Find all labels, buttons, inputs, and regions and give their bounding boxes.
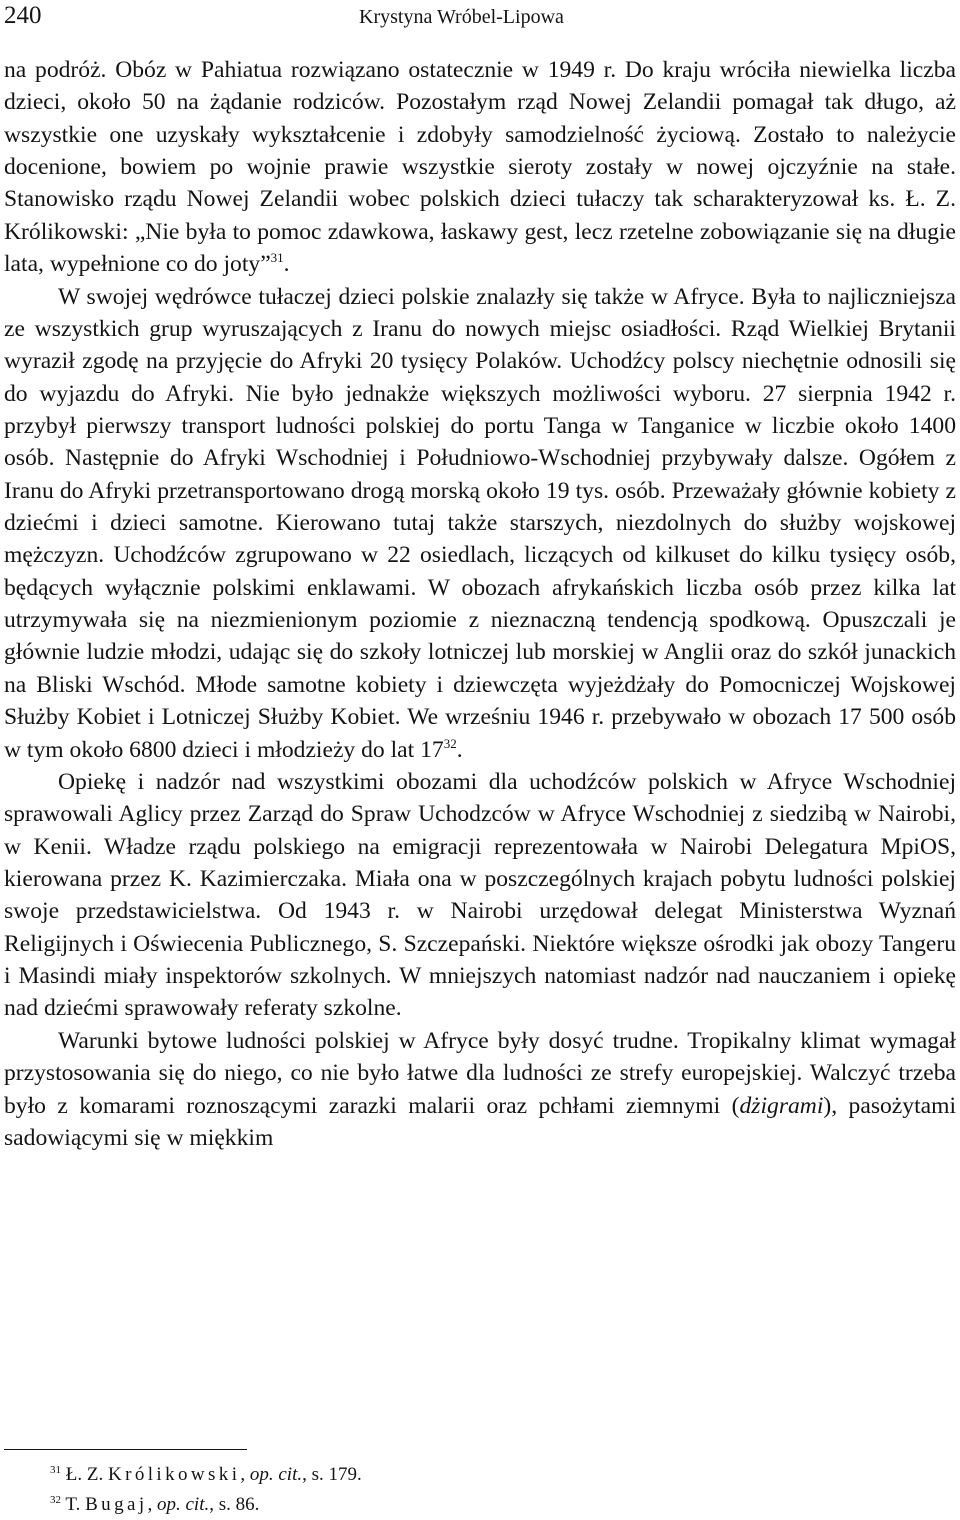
paragraph [4,54,956,281]
text-segment: Opiekę i nadzór nad wszystkimi obozami dla uchodźców polskich w Afryce Wschodniej sprawowali Aglicy przez Zarząd do Spraw Uchodzców w Afryce Wschodniej z siedzibą w Nairobi, w Kenii. Władze rządu polskiego na emigracji reprezentowała w Nairobi Delegatura MpiOS, kierowana przez K. Kazimierczaka. Miała ona w poszczególnych krajach pobytu ludności polskiej swoje przedstawicielstwa. Od 1943 r. w Nairobi urzędował delegat Ministerstwa Wyznań Religijnych i Oświecenia Publicznego, S. Szczepański. Niektóre większe ośrodki jak obozy Tangeru i Masindi miały inspektorów szkolnych. W mniejszych natomiast nadzór nad nauczaniem i opiekę nad dziećmi sprawowały referaty szkolne. [4,768,956,1022]
footnote-ref: 32 [50,1494,61,1506]
text-segment: ), pasożytami sadowiącymi się w miękkim [4,1092,957,1151]
page-header [4,0,954,40]
italic-text: op. cit. [157,1494,210,1515]
text-segment: W swojej wędrówce tułaczej dzieci polskie znalazły się także w Afryce. Była to najliczniejsza ze wszystkich grup wyruszających z Iranu do nowych miejsc osiadłości. Rząd Wielkiej Brytanii wyraził zgodę na przyjęcie do Afryki 20 tysięcy Polaków. Uchodźcy polscy niechętnie odnosili się do wyjazdu do Afryki. Nie było jednakże większych możliwości wyboru. 27 sierpnia 1942 r. przybył pierwszy transport ludności polskiej do portu Tanga w Tanganice w liczbie około 1400 osób. Następnie do Afryki Wschodniej i Południowo-Wschodniej przybywały dalsze. Ogółem z Iranu do Afryki przetransportowano drogą morską około 19 tys. osób. Przeważały głównie kobiety z dziećmi i dzieci samotne. Kierowano tutaj także starszych, niezdolnych do służby wojskowej mężczyzn. Uchodźców zgrupowano w 22 osiedlach, liczących od kilkuset do kilku tysięcy osób, będących wyłącznie polskimi enklawami. W obozach afrykańskich liczba osób przez kilka lat utrzymywała się na niezmienionym poziomie z nieznaczną tendencją spodkową. Opuszczali je głównie ludzie młodzi, udając się do szkoły lotniczej lub morskiej w Anglii oraz do szkół junackich na Bliski Wschód. Młode samotne kobiety i dziewczęta wyjeżdżały do Pomocniczej Wojskowej Służby Kobiet i Lotniczej Służby Kobiet. We wrześniu 1946 r. przebywało w obozach 17 500 osób w tym około 6800 dzieci i młodzieży do lat 17 [4,283,956,763]
page-number: 240 [4,2,42,29]
paragraph [4,766,956,1025]
italic-text: op. cit. [249,1464,303,1485]
text-segment: , [147,1494,157,1515]
footnote [50,1490,930,1520]
text-segment: , s. 179. [302,1464,362,1485]
body-text [4,54,956,1154]
text-segment: , s. 86. [209,1494,260,1515]
text-segment: T. [61,1494,86,1515]
footnote-ref: 31 [50,1464,61,1476]
footnotes [50,1460,930,1520]
running-head: Krystyna Wróbel-Lipowa [359,6,564,28]
author-name: Bugaj [85,1494,148,1515]
footnote-ref: 31 [270,250,284,266]
text-segment: Ł. Z. [61,1464,108,1485]
text-segment: , [240,1464,250,1485]
text-segment: na podróż. Obóz w Pahiatua rozwiązano ostatecznie w 1949 r. Do kraju wróciła niewielka liczba dzieci, około 50 na żądanie rodziców. Pozostałym rząd Nowej Zelandii pomagał tak długo, aż wszystkie one uzyskały wykształcenie i zdobyły samodzielność życiową. Zostało to należycie docenione, bowiem po wojnie prawie wszystkie sieroty zostały w nowej ojczyźnie na stałe. Stanowisko rządu Nowej Zelandii wobec polskich dzieci tułaczy tak scharakteryzował ks. Ł. Z. Królikowski: „Nie była to pomoc zdawkowa, łaskawy gest, lecz rzetelne zobowiązanie się na długie lata, wypełnione co do joty” [4,57,956,278]
text-segment: . [456,736,463,763]
paragraph [4,281,956,766]
italic-text: dżigrami [739,1092,824,1119]
footnote-divider [4,1449,247,1450]
text-segment: . [283,251,290,278]
author-name: Królikowski [107,1464,241,1485]
footnote-ref: 32 [443,735,457,751]
footnote [50,1460,930,1490]
paragraph [4,1025,956,1154]
text-segment: Warunki bytowe ludności polskiej w Afryce były dosyć trudne. Tropikalny klimat wymagał przystosowania się do niego, co nie było łatwe dla ludności ze strefy europejskiej. Walczyć trzeba było z komarami roznoszącymi zarazki malarii oraz pchłami ziemnymi ( [4,1027,956,1119]
